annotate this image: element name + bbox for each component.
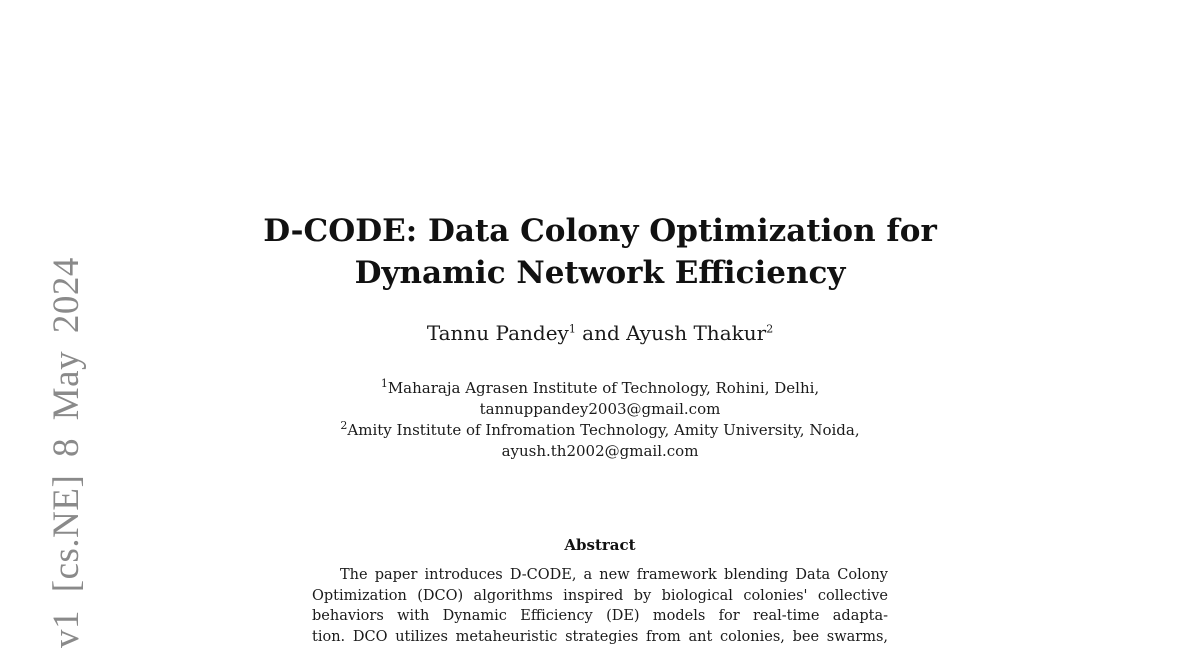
affiliation-mark: 1: [380, 377, 388, 390]
abstract-line: The paper introduces D-CODE, a new framework blending Data Colony: [340, 567, 888, 583]
affiliation-institution: [200, 420, 1000, 441]
author-affiliation-mark: 1: [568, 322, 576, 336]
author-name: Tannu Pandey: [426, 321, 569, 345]
affiliation-list: [200, 378, 1000, 462]
author-name: Ayush Thakur: [626, 321, 767, 345]
paper-title: [200, 210, 1000, 294]
author-list: [200, 320, 1000, 346]
arxiv-identifier-stamp: v1 [cs.NE] 8 May 2024: [46, 257, 87, 648]
author-affiliation-mark: 2: [766, 322, 774, 336]
affiliation-mark: 2: [340, 419, 348, 432]
affiliation-email: ayush.th2002@gmail.com: [501, 442, 699, 460]
abstract-line: Optimization (DCO) algorithms inspired by biological colonies' collective: [312, 587, 888, 604]
paper-title-line-1: D-CODE: Data Colony Optimization for: [263, 213, 937, 249]
abstract-heading: Abstract: [564, 536, 636, 554]
abstract-body: [312, 565, 888, 648]
affiliation-institution-text: Amity Institute of Infromation Technology, Amity University, Noida,: [347, 421, 860, 439]
author-conjunction: and: [575, 321, 627, 345]
affiliation-institution: [200, 378, 1000, 399]
abstract-line: behaviors with Dynamic Efficiency (DE) models for real-time adapta-: [312, 608, 888, 625]
abstract-line: tion. DCO utilizes metaheuristic strategies from ant colonies, bee swarms,: [312, 629, 888, 646]
paper-title-line-2: Dynamic Network Efficiency: [354, 255, 846, 291]
affiliation-institution-text: Maharaja Agrasen Institute of Technology, Rohini, Delhi,: [387, 379, 820, 397]
affiliation-email: tannuppandey2003@gmail.com: [479, 400, 721, 418]
